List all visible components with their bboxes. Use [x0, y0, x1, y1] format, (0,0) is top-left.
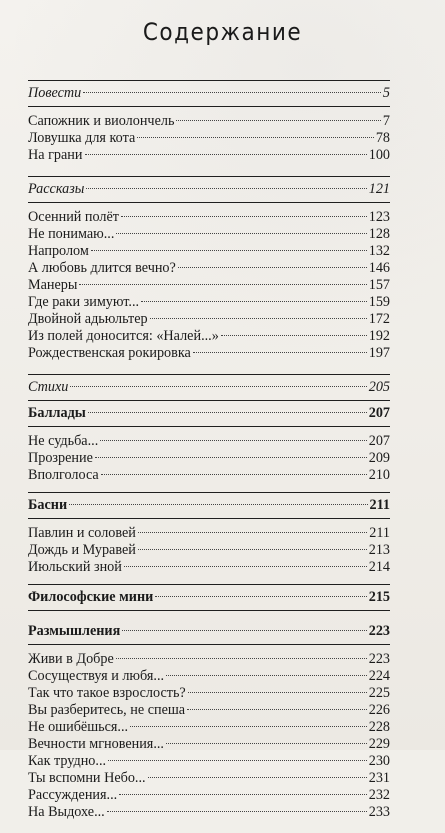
subsection-rule [28, 644, 390, 645]
entry-label: Павлин и соловей [28, 525, 136, 541]
page-title: Содержание [142, 18, 303, 46]
page-number: 210 [368, 467, 390, 483]
dot-leader [166, 675, 367, 676]
dot-leader [187, 709, 367, 710]
page-number: 211 [369, 497, 390, 513]
toc-row [28, 311, 390, 328]
dot-leader [221, 335, 367, 336]
entry-label: Так что такое взрослость? [28, 685, 186, 701]
entry-label: Где раки зимуют... [28, 294, 140, 310]
dot-leader [86, 188, 366, 189]
dot-leader [166, 743, 367, 744]
subsection-label: Философские мини [28, 589, 154, 605]
page-number: 5 [382, 85, 390, 101]
entry-label: Вполголоса [28, 467, 99, 483]
subsection-items [28, 525, 390, 576]
subsection-items [28, 433, 390, 484]
dot-leader [130, 726, 367, 727]
section-items [28, 209, 390, 362]
page-number: 192 [368, 328, 390, 344]
page-number: 229 [368, 736, 390, 752]
page-number: 7 [382, 113, 390, 129]
dot-leader [88, 412, 367, 413]
toc-row [28, 433, 390, 450]
subsection-rule [28, 518, 390, 519]
toc-row [28, 243, 390, 260]
toc-row [28, 405, 390, 422]
entry-label: Не ошибёшься... [28, 719, 129, 735]
toc-row [28, 85, 390, 102]
toc-row [28, 525, 390, 542]
toc-row [28, 753, 390, 770]
entry-label: Не понимаю... [28, 226, 115, 242]
entry-label: Осенний полёт [28, 209, 120, 225]
page-number: 207 [368, 433, 390, 449]
entry-label: На Выдохе... [28, 804, 105, 820]
page-number: 128 [368, 226, 390, 242]
dot-leader [138, 532, 367, 533]
dot-leader [83, 92, 381, 93]
toc-row [28, 294, 390, 311]
dot-leader [119, 794, 367, 795]
entry-label: Вечности мгновения... [28, 736, 164, 752]
page-number: 197 [368, 345, 390, 361]
entry-label: Рождественская рокировка [28, 345, 191, 361]
subsection-heading [28, 585, 390, 610]
section-bottom-rule [28, 106, 390, 107]
toc-subsection-ballady [28, 401, 390, 484]
page-number: 228 [368, 719, 390, 735]
toc-row [28, 685, 390, 702]
dot-leader [188, 692, 367, 693]
toc-row [28, 209, 390, 226]
entry-label: Ты вспомни Небо... [28, 770, 146, 786]
toc-row [28, 668, 390, 685]
page-number: 215 [368, 589, 390, 605]
toc-row [28, 130, 390, 147]
subsection-heading [28, 493, 390, 518]
page-number: 205 [368, 379, 390, 395]
toc-subsection-filosofskie-mini [28, 584, 390, 611]
toc-subsection-razmyshleniya [28, 619, 390, 821]
subsection-heading [28, 619, 390, 644]
section-heading [28, 375, 390, 400]
section-heading [28, 177, 390, 202]
dot-leader [193, 352, 367, 353]
subsection-label: Басни [28, 497, 68, 513]
toc-row [28, 559, 390, 576]
toc-row [28, 719, 390, 736]
toc-row [28, 113, 390, 130]
table-of-contents [28, 80, 390, 833]
entry-label: На грани [28, 147, 83, 163]
toc-row [28, 736, 390, 753]
toc-section-povesti [28, 80, 390, 164]
dot-leader [150, 318, 367, 319]
page-number: 224 [368, 668, 390, 684]
page-number: 209 [368, 450, 390, 466]
dot-leader [101, 474, 367, 475]
page-number: 226 [368, 702, 390, 718]
dot-leader [79, 284, 366, 285]
toc-row [28, 181, 390, 198]
subsection-items [28, 651, 390, 821]
page-number: 100 [368, 147, 390, 163]
entry-label: Двойной адьюльтер [28, 311, 148, 327]
dot-leader [121, 216, 367, 217]
page-number: 230 [368, 753, 390, 769]
toc-row [28, 379, 390, 396]
dot-leader [70, 386, 366, 387]
page-number: 157 [368, 277, 390, 293]
toc-row [28, 589, 390, 606]
page-number: 214 [368, 559, 390, 575]
page-number: 146 [368, 260, 390, 276]
page-number: 123 [368, 209, 390, 225]
entry-label: Из полей доносится: «Налей...» [28, 328, 219, 344]
dot-leader [107, 811, 367, 812]
toc-subsection-basni [28, 492, 390, 576]
dot-leader [148, 777, 367, 778]
toc-row [28, 702, 390, 719]
page-number: 232 [368, 787, 390, 803]
page-number: 225 [368, 685, 390, 701]
entry-label: Ловушка для кота [28, 130, 136, 146]
page-number: 172 [368, 311, 390, 327]
dot-leader [141, 301, 367, 302]
entry-label: Манеры [28, 277, 78, 293]
toc-row [28, 770, 390, 787]
dot-leader [108, 760, 367, 761]
entry-label: Напролом [28, 243, 89, 259]
entry-label: Прозрение [28, 450, 93, 466]
toc-row [28, 497, 390, 514]
dot-leader [91, 250, 367, 251]
entry-label: Не судьба... [28, 433, 99, 449]
section-label: Стихи [28, 379, 69, 395]
page-number: 223 [368, 651, 390, 667]
entry-label: А любовь длится вечно? [28, 260, 176, 276]
dot-leader [176, 120, 380, 121]
subsection-rule [28, 426, 390, 427]
toc-row [28, 787, 390, 804]
page-number: 211 [369, 525, 390, 541]
toc-row [28, 542, 390, 559]
subsection-label: Размышления [28, 623, 121, 639]
page-number: 132 [368, 243, 390, 259]
toc-row [28, 467, 390, 484]
dot-leader [138, 549, 367, 550]
page-number: 233 [368, 804, 390, 820]
section-heading [28, 81, 390, 106]
dot-leader [122, 630, 366, 631]
page-number: 213 [368, 542, 390, 558]
toc-row [28, 328, 390, 345]
entry-label: Дождь и Муравей [28, 542, 136, 558]
toc-row [28, 260, 390, 277]
subsection-label: Баллады [28, 405, 86, 421]
subsection-heading [28, 401, 390, 426]
toc-row [28, 226, 390, 243]
toc-row [28, 345, 390, 362]
dot-leader [155, 596, 366, 597]
entry-label: Рассуждения... [28, 787, 118, 803]
toc-row [28, 651, 390, 668]
toc-row [28, 804, 390, 821]
dot-leader [85, 154, 367, 155]
entry-label: Живи в Добре [28, 651, 114, 667]
dot-leader [124, 566, 367, 567]
dot-leader [116, 233, 366, 234]
toc-section-rasskazy [28, 176, 390, 362]
page-number: 159 [368, 294, 390, 310]
dot-leader [137, 137, 374, 138]
entry-label: Сосуществуя и любя... [28, 668, 165, 684]
entry-label: Июльский зной [28, 559, 122, 575]
section-label: Повести [28, 85, 82, 101]
entry-label: Сапожник и виолончель [28, 113, 175, 129]
page-number: 121 [368, 181, 390, 197]
toc-row [28, 277, 390, 294]
section-items [28, 113, 390, 164]
page-number: 78 [375, 130, 390, 146]
section-bottom-rule [28, 202, 390, 203]
subsection-rule [28, 610, 390, 611]
entry-label: Вы разберитесь, не спеша [28, 702, 186, 718]
dot-leader [100, 440, 366, 441]
dot-leader [69, 504, 367, 505]
toc-row [28, 623, 390, 640]
dot-leader [178, 267, 367, 268]
toc-section-stikhi [28, 374, 390, 821]
page-number: 223 [368, 623, 390, 639]
page-number: 207 [368, 405, 390, 421]
dot-leader [116, 658, 367, 659]
page-number: 231 [368, 770, 390, 786]
toc-row [28, 147, 390, 164]
section-label: Рассказы [28, 181, 85, 197]
toc-row [28, 450, 390, 467]
entry-label: Как трудно... [28, 753, 107, 769]
dot-leader [95, 457, 367, 458]
